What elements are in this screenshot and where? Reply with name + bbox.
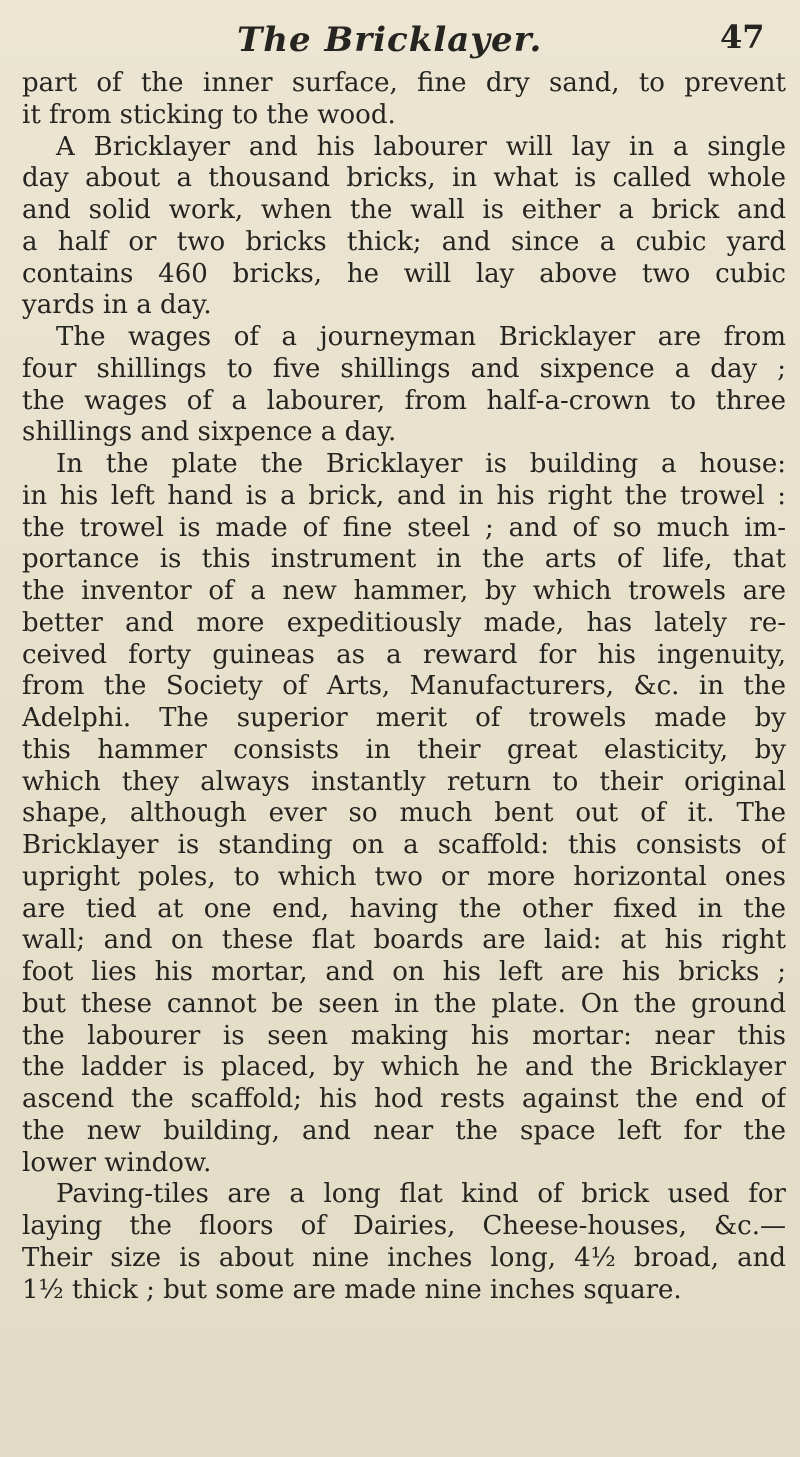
text-line: part of the inner surface, fine dry sand, to prevent <box>22 68 786 98</box>
text-line: ceived forty guineas as a reward for his ingenuity, <box>22 639 786 670</box>
text-line: shillings and sixpence a day. <box>22 417 397 448</box>
text-line: but these cannot be seen in the plate. On the ground <box>22 988 786 1019</box>
text-line: shape, although ever so much bent out of it. The <box>22 798 786 829</box>
text-line: In the plate the Bricklayer is building a house: <box>56 449 786 479</box>
page-number: 47 <box>720 18 765 56</box>
text-line: from the Society of Arts, Manufacturers, &c. in the <box>22 671 786 702</box>
text-line: day about a thousand bricks, in what is called whole <box>22 163 786 194</box>
text-line: A Bricklayer and his labourer will lay in a single <box>56 131 786 162</box>
text-line: the new building, and near the space left for the <box>22 1115 786 1146</box>
text-line: wall; and on these flat boards are laid: at his right <box>22 925 786 956</box>
text-line: Adelphi. The superior merit of trowels made by <box>22 703 786 733</box>
running-title: The Bricklayer. <box>237 20 543 60</box>
text-line: in his left hand is a brick, and in his right the trowel : <box>22 480 786 511</box>
text-line: it from sticking to the wood. <box>22 99 396 130</box>
text-line: The wages of a journeyman Bricklayer are from <box>56 322 786 352</box>
text-line: laying the floors of Dairies, Cheese-houses, &c.— <box>22 1211 786 1241</box>
page-header <box>0 16 800 60</box>
text-line: which they always instantly return to their original <box>22 766 786 797</box>
text-line: lower window. <box>22 1147 212 1178</box>
text-line: better and more expeditiously made, has lately re- <box>22 607 786 638</box>
text-line: the ladder is placed, by which he and the Bricklayer <box>22 1052 786 1083</box>
text-line: Paving-tiles are a long flat kind of brick used for <box>56 1179 786 1210</box>
text-line: a half or two bricks thick; and since a cubic yard <box>22 226 786 257</box>
text-line: Bricklayer is standing on a scaffold: this consists of <box>22 830 786 860</box>
text-line: the wages of a labourer, from half-a-crown to three <box>22 385 786 416</box>
text-line: 1½ thick ; but some are made nine inches square. <box>22 1274 682 1305</box>
text-line: contains 460 bricks, he will lay above two cubic <box>22 258 786 289</box>
text-line: yards in a day. <box>22 290 212 321</box>
text-line: four shillings to five shillings and sixpence a day ; <box>22 353 786 384</box>
text-line: portance is this instrument in the arts of life, that <box>22 544 786 575</box>
body-text <box>22 68 786 1306</box>
text-line: foot lies his mortar, and on his left are his bricks ; <box>22 957 786 987</box>
text-line: Their size is about nine inches long, 4½ broad, and <box>22 1242 786 1273</box>
text-line: are tied at one end, having the other fixed in the <box>22 893 786 924</box>
text-line: ascend the scaffold; his hod rests against the end of <box>22 1084 786 1114</box>
text-line: the inventor of a new hammer, by which trowels are <box>22 576 786 606</box>
text-line: the labourer is seen making his mortar: near this <box>22 1020 786 1051</box>
text-line: and solid work, when the wall is either a brick and <box>22 195 786 225</box>
text-line: the trowel is made of fine steel ; and of so much im- <box>22 512 786 543</box>
text-line: upright poles, to which two or more horizontal ones <box>22 861 786 892</box>
text-line: this hammer consists in their great elasticity, by <box>22 734 786 765</box>
